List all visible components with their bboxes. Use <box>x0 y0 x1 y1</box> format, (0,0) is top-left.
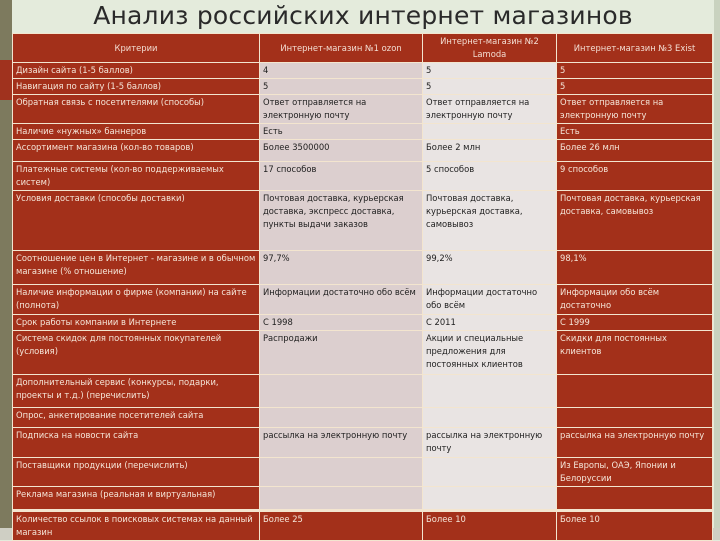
shop3-cell <box>557 487 713 511</box>
shop2-cell: рассылка на электронную почту <box>423 428 557 458</box>
shop3-cell: Ответ отправляется на электронную почту <box>557 95 713 124</box>
table-row <box>13 162 713 191</box>
table-row <box>13 124 713 140</box>
shop3-cell: 9 способов <box>557 162 713 191</box>
shop1-cell: Почтовая доставка, курьерская доставка, экспресс доставка, пункты выдачи заказов <box>260 191 423 251</box>
criterion-cell: Соотношение цен в Интернет - магазине и в обычном магазине (% отношение) <box>13 251 260 285</box>
shop2-cell: 5 <box>423 79 557 95</box>
table-row <box>13 331 713 375</box>
table-header-row <box>13 34 713 63</box>
shop1-cell: С 1998 <box>260 315 423 331</box>
comparison-table <box>12 33 713 541</box>
criterion-cell: Дополнительный сервис (конкурсы, подарки, проекты и т.д.) (перечислить) <box>13 375 260 408</box>
shop2-cell: Более 10 <box>423 511 557 541</box>
header-criteria: Критерии <box>13 34 260 63</box>
shop3-cell: С 1999 <box>557 315 713 331</box>
table-row <box>13 79 713 95</box>
shop2-cell: Почтовая доставка, курьерская доставка, самовывоз <box>423 191 557 251</box>
criterion-cell: Подписка на новости сайта <box>13 428 260 458</box>
shop1-cell <box>260 408 423 428</box>
shop1-cell: 5 <box>260 79 423 95</box>
shop2-cell: Ответ отправляется на электронную почту <box>423 95 557 124</box>
criterion-cell: Поставщики продукции (перечислить) <box>13 458 260 487</box>
criterion-cell: Платежные системы (кол-во поддерживаемых систем) <box>13 162 260 191</box>
table-row <box>13 315 713 331</box>
shop2-cell <box>423 124 557 140</box>
shop1-cell: 4 <box>260 63 423 79</box>
criterion-cell: Наличие информации о фирме (компании) на сайте (полнота) <box>13 285 260 315</box>
shop1-cell: Информации достаточно обо всём <box>260 285 423 315</box>
table-row <box>13 63 713 79</box>
shop3-cell: Почтовая доставка, курьерская доставка, самовывоз <box>557 191 713 251</box>
shop2-cell: 99,2% <box>423 251 557 285</box>
shop3-cell: Есть <box>557 124 713 140</box>
criterion-cell: Количество ссылок в поисковых системах на данный магазин <box>13 511 260 541</box>
shop3-cell: рассылка на электронную почту <box>557 428 713 458</box>
header-shop2: Интернет-магазин №2 Lamoda <box>423 34 557 63</box>
table-row <box>13 375 713 408</box>
shop2-cell: 5 способов <box>423 162 557 191</box>
shop3-cell <box>557 375 713 408</box>
shop3-cell: Более 26 млн <box>557 140 713 162</box>
criterion-cell: Навигация по сайту (1-5 баллов) <box>13 79 260 95</box>
shop1-cell: Ответ отправляется на электронную почту <box>260 95 423 124</box>
shop2-cell: Информации достаточно обо всём <box>423 285 557 315</box>
criterion-cell: Реклама магазина (реальная и виртуальная) <box>13 487 260 511</box>
shop3-cell <box>557 408 713 428</box>
shop2-cell: Акции и специальные предложения для постоянных клиентов <box>423 331 557 375</box>
criterion-cell: Система скидок для постоянных покупателей (условия) <box>13 331 260 375</box>
criterion-cell: Дизайн сайта (1-5 баллов) <box>13 63 260 79</box>
table-row <box>13 95 713 124</box>
shop2-cell <box>423 487 557 511</box>
table-row <box>13 191 713 251</box>
shop2-cell: С 2011 <box>423 315 557 331</box>
shop1-cell <box>260 458 423 487</box>
shop2-cell <box>423 375 557 408</box>
criterion-cell: Условия доставки (способы доставки) <box>13 191 260 251</box>
shop1-cell <box>260 487 423 511</box>
criterion-cell: Обратная связь с посетителями (способы) <box>13 95 260 124</box>
table-row <box>13 251 713 285</box>
left-accent-block <box>0 60 12 100</box>
criterion-cell: Наличие «нужных» баннеров <box>13 124 260 140</box>
shop1-cell: Распродажи <box>260 331 423 375</box>
shop1-cell: Есть <box>260 124 423 140</box>
table-row <box>13 487 713 511</box>
shop1-cell: 17 способов <box>260 162 423 191</box>
shop1-cell: Более 3500000 <box>260 140 423 162</box>
shop3-cell: 5 <box>557 63 713 79</box>
shop2-cell <box>423 458 557 487</box>
criterion-cell: Ассортимент магазина (кол-во товаров) <box>13 140 260 162</box>
shop1-cell: Более 25 <box>260 511 423 541</box>
shop3-cell: Более 10 <box>557 511 713 541</box>
criterion-cell: Опрос, анкетирование посетителей сайта <box>13 408 260 428</box>
header-shop1: Интернет-магазин №1 ozon <box>260 34 423 63</box>
table-row <box>13 140 713 162</box>
right-decorative-strip <box>714 0 720 540</box>
shop2-cell: Более 2 млн <box>423 140 557 162</box>
shop2-cell <box>423 408 557 428</box>
shop1-cell <box>260 375 423 408</box>
table-row <box>13 511 713 541</box>
shop3-cell: Скидки для постоянных клиентов <box>557 331 713 375</box>
shop3-cell: 98,1% <box>557 251 713 285</box>
shop1-cell: 97,7% <box>260 251 423 285</box>
shop2-cell: 5 <box>423 63 557 79</box>
shop3-cell: Из Европы, ОАЭ, Японии и Белоруссии <box>557 458 713 487</box>
table-row <box>13 428 713 458</box>
table-row <box>13 285 713 315</box>
shop3-cell: Информации обо всём достаточно <box>557 285 713 315</box>
header-shop3: Интернет-магазин №3 Exist <box>557 34 713 63</box>
shop1-cell: рассылка на электронную почту <box>260 428 423 458</box>
table-row <box>13 408 713 428</box>
criterion-cell: Срок работы компании в Интернете <box>13 315 260 331</box>
slide-title: Анализ российских интернет магазинов <box>93 1 633 30</box>
table-row <box>13 458 713 487</box>
shop3-cell: 5 <box>557 79 713 95</box>
